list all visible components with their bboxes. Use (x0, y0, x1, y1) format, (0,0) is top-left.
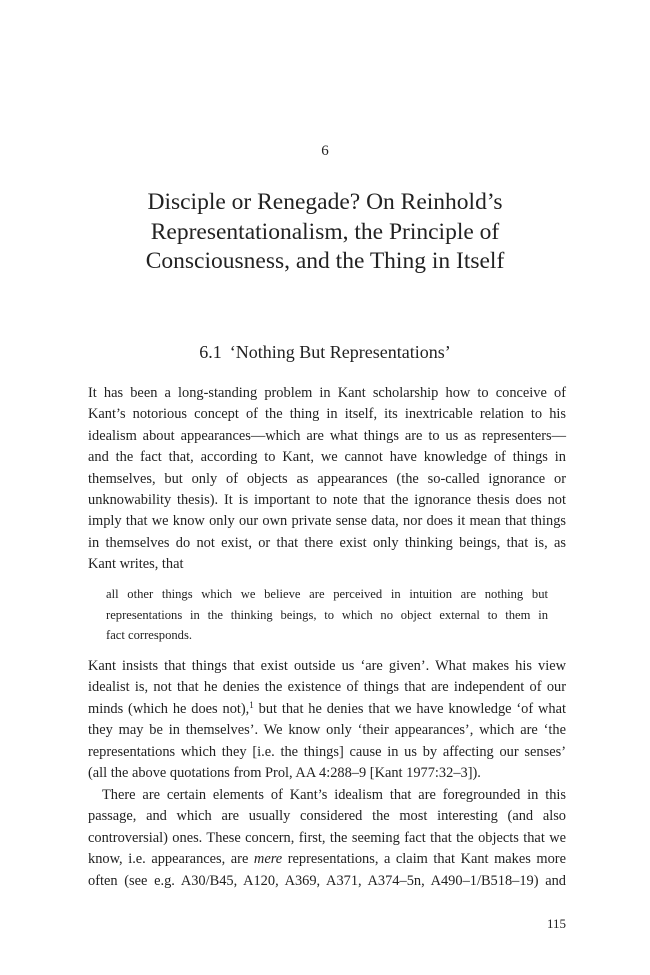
text-line: There are certain elements of Kant’s idealism that are foregrounded in this (102, 787, 566, 803)
text-line: they may be in themselves’. We know only ‘their appearances’, which are ‘the (88, 722, 566, 739)
section-number: 6.1 (199, 342, 222, 362)
emphasis-text: mere (253, 851, 283, 868)
page-number: 115 (546, 916, 566, 931)
text-line: (all the above quotations from Prol, AA 4:288–9 [Kant 1977:32–3]). (88, 764, 481, 781)
text-line: themselves, but only of objects as appearances (the so-called ignorance or (88, 470, 566, 487)
text-line: idealism about appearances—which are what things are to us as representers— (88, 427, 566, 444)
text-line: passage, and which are usually considered the most interesting (and also (88, 808, 566, 825)
chapter-title-line: Disciple or Renegade? On Reinhold’s (147, 189, 503, 215)
paragraph-2 (88, 656, 566, 784)
text-segment: but that he denies that we have knowledge ‘of what (253, 700, 566, 717)
text-line: and the fact that, according to Kant, we cannot have knowledge of things in (88, 449, 566, 466)
quote-line: all other things which we believe are perceived in intuition are nothing but (106, 587, 548, 601)
text-segment: minds (which he does not), (88, 700, 250, 717)
paragraph-1 (88, 383, 566, 576)
text-segment: know, i.e. appearances, are (88, 851, 254, 868)
text-line: controversial) ones. These concern, first, the seeming fact that the objects that we (88, 829, 566, 846)
text-line: idealist is, not that he denies the existence of things that are independent of our (88, 679, 566, 696)
chapter-title-line: Representationalism, the Principle of (150, 218, 500, 245)
quote-line: representations in the thinking beings, to which no object external to them in (106, 607, 548, 622)
chapter-title-line: Consciousness, and the Thing in Itself (145, 248, 505, 274)
footnote-reference[interactable]: 1 (249, 699, 254, 710)
text-line: imply that we know only our own private sense data, nor does it mean that things (88, 513, 566, 530)
text-line (88, 849, 566, 870)
text-line: representations which they [i.e. the things] cause in us by affecting our senses’ (88, 743, 566, 760)
text-line: unknowability thesis). It is important to note that the ignorance thesis does not (88, 491, 566, 508)
chapter-title (0, 188, 650, 277)
text-line: Kant insists that things that exist outside us ‘are given’. What makes his view (88, 658, 566, 674)
text-line (88, 699, 566, 720)
block-quote (106, 584, 548, 646)
section-title: ‘Nothing But Representations’ (229, 342, 451, 362)
quote-line: fact corresponds. (106, 628, 193, 642)
text-line: It has been a long-standing problem in Kant scholarship how to conceive of (88, 385, 566, 401)
chapter-number: 6 (321, 143, 329, 159)
text-line: Kant’s notorious concept of the thing in itself, its inextricable relation to his (88, 406, 566, 423)
text-line: Kant writes, that (88, 556, 184, 573)
text-line: in themselves do not exist, or that there exist only thinking beings, that is, as (88, 534, 566, 551)
paragraph-3 (88, 785, 566, 892)
text-line: often (see e.g. A30/B45, A120, A369, A371, A374–5n, A490–1/B518–19) and (88, 872, 566, 889)
section-heading (0, 341, 650, 363)
text-segment: representations, a claim that Kant makes more (282, 851, 566, 868)
